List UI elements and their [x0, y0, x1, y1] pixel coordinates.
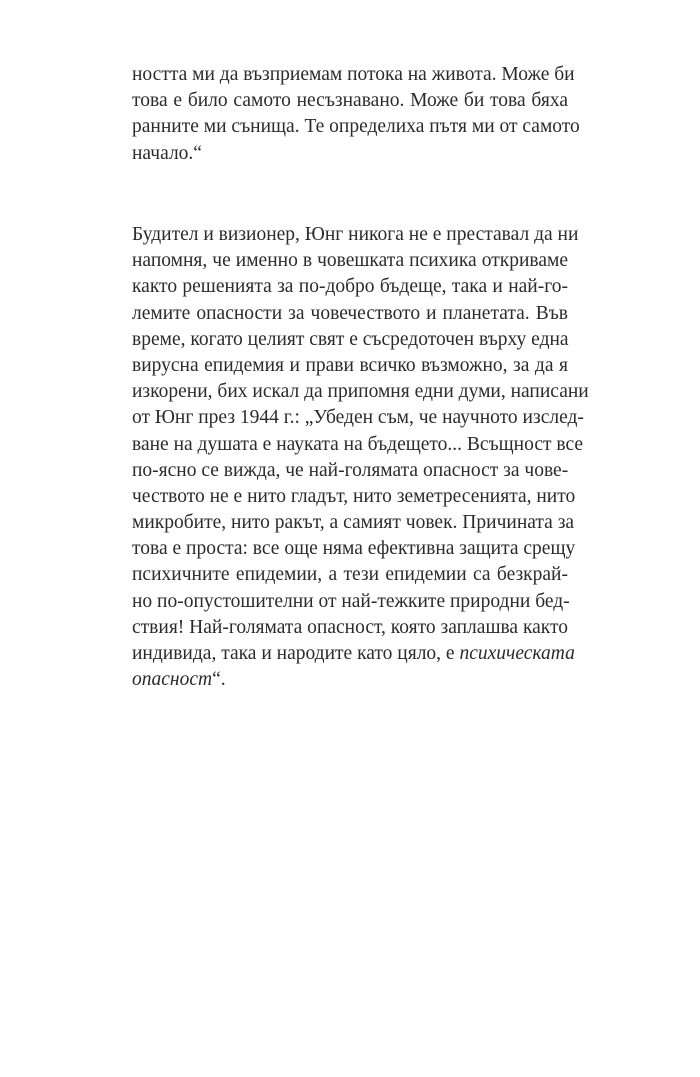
- paragraph-line: това е проста: все още няма ефективна защита срещу: [132, 538, 576, 560]
- paragraph-1: [132, 62, 580, 167]
- paragraph-line: ствия! Най-голямата опасност, която заплашва както: [132, 616, 569, 638]
- paragraph-line: начало.“: [132, 142, 202, 164]
- paragraph-line-mixed: [132, 667, 568, 693]
- paragraph-line: ността ми да възприемам потока на живота. Може би: [132, 64, 575, 85]
- paragraph-line-text: индивида, така и народите като цяло, е: [132, 643, 455, 664]
- paragraph-line: чеството не е нито гладът, нито земетресенията, нито: [132, 485, 576, 507]
- paragraph-line: от Юнг през 1944 г.: „Убеден съм, че научното изслед-: [132, 407, 584, 429]
- paragraph-line: това е било самото несъзнавано. Може би това бяха: [132, 90, 568, 112]
- italic-term: опасност: [132, 669, 213, 691]
- paragraph-line: психичните епидемии, а тези епидемии са безкрай-: [132, 564, 568, 586]
- paragraph-line: лемите опасности за човечеството и планетата. Във: [132, 302, 568, 324]
- italic-term: психическата: [459, 643, 575, 664]
- paragraph-line: ранните ми сънища. Те определиха пътя ми от самото: [132, 116, 580, 138]
- paragraph-line: време, когато целият свят е съсредоточен върху една: [132, 328, 569, 350]
- paragraph-line: ване на душата е науката на бъдещето... Всъщност все: [132, 433, 584, 455]
- paragraph-line: но по-опустошителни от най-тежките природни бед-: [132, 590, 570, 612]
- paragraph-line: изкорени, бих искал да припомня едни думи, написани: [132, 381, 589, 403]
- paragraph-line: по-ясно се вижда, че най-голямата опасност за чове-: [132, 459, 569, 481]
- paragraph-line: както решенията за по-добро бъдеще, така и най-го-: [132, 276, 568, 298]
- paragraph-line-mixed: [132, 641, 575, 667]
- closing-quote: “.: [212, 669, 226, 691]
- paragraph-line: микробите, нито ракът, а самият човек. Причината за: [132, 512, 575, 534]
- paragraph-line: вирусна епидемия и прави всичко възможно, за да я: [132, 354, 568, 376]
- paragraph-line: напомня, че именно в човешката психика откриваме: [132, 250, 568, 272]
- paragraph-line: Будител и визионер, Юнг никога не е преставал да ни: [132, 224, 579, 245]
- paragraph-2: [132, 222, 589, 693]
